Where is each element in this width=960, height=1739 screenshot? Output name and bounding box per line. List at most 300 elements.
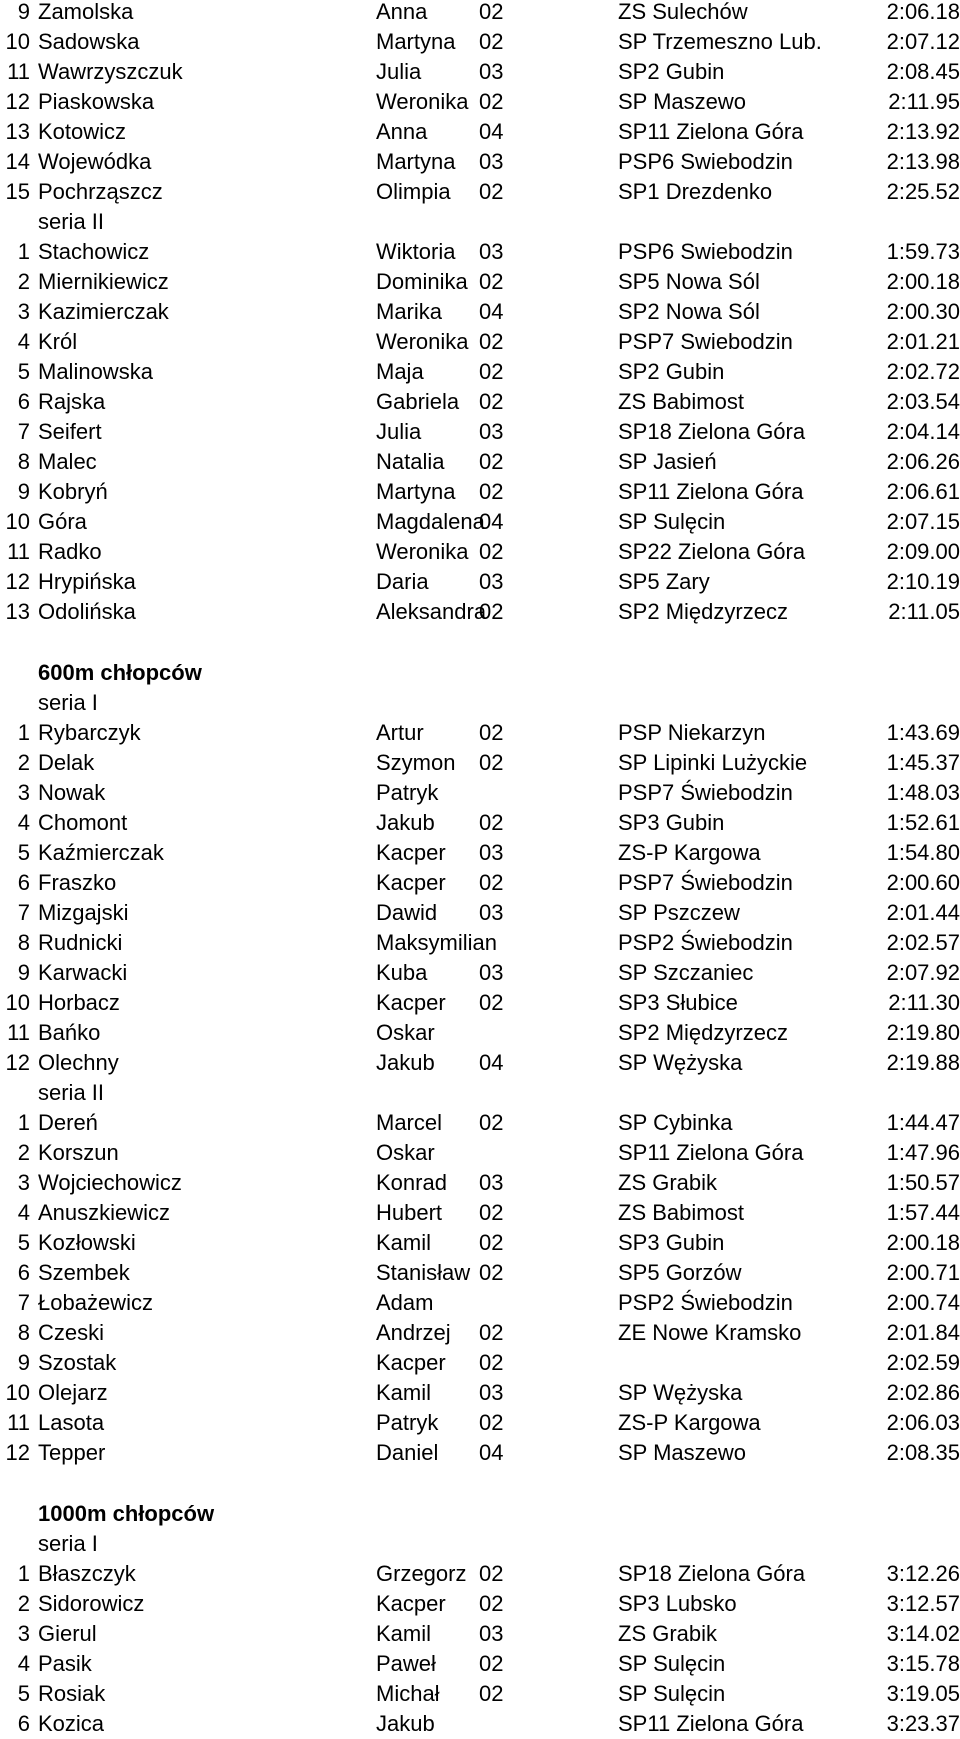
first-name: Kacper (376, 1350, 446, 1375)
result-row (0, 1589, 960, 1619)
birth-year: 02 (479, 990, 504, 1015)
school: ZS Grabik (618, 1621, 718, 1646)
birth-year: 04 (479, 1050, 504, 1075)
first-name: Andrzej (376, 1320, 451, 1345)
surname: Chomont (38, 810, 128, 835)
surname: Lasota (38, 1410, 105, 1435)
school: SP5 Gorzów (618, 1260, 742, 1285)
first-name: Jakub (376, 810, 435, 835)
result-row (0, 1138, 960, 1168)
first-name: Patryk (376, 1410, 439, 1435)
school: SP11 Zielona Góra (618, 119, 804, 144)
place: 9 (17, 479, 30, 504)
surname: Olejarz (38, 1380, 108, 1405)
school: SP Sulęcin (618, 1681, 726, 1706)
school: PSP2 Świebodzin (618, 1290, 793, 1315)
result-time: 3:12.57 (886, 1591, 960, 1616)
school: SP18 Zielona Góra (618, 419, 806, 444)
result-row (0, 147, 960, 177)
first-name: Oskar (376, 1140, 435, 1165)
birth-year: 02 (479, 810, 504, 835)
school: SP5 Nowa Sól (618, 269, 760, 294)
result-time: 2:13.98 (886, 149, 960, 174)
school: ZS-P Kargowa (618, 840, 761, 865)
series-label: seria I (38, 1531, 98, 1556)
birth-year: 03 (479, 1170, 504, 1195)
birth-year: 03 (479, 900, 504, 925)
school: SP3 Gubin (618, 810, 725, 835)
place: 1 (17, 1561, 30, 1586)
result-time: 1:59.73 (886, 239, 960, 264)
result-row (0, 898, 960, 928)
series-label: seria I (38, 690, 98, 715)
result-row (0, 1258, 960, 1288)
school: SP Sulęcin (618, 1651, 726, 1676)
surname: Tepper (38, 1440, 106, 1465)
school: ZS-P Kargowa (618, 1410, 761, 1435)
surname: Rajska (38, 389, 106, 414)
result-time: 2:00.30 (886, 299, 960, 324)
birth-year: 02 (479, 0, 504, 24)
birth-year: 02 (479, 89, 504, 114)
birth-year: 02 (479, 870, 504, 895)
place: 12 (5, 1440, 30, 1465)
first-name: Kacper (376, 990, 446, 1015)
place: 8 (17, 930, 30, 955)
series-label: seria II (38, 209, 105, 234)
school: SP3 Słubice (618, 990, 738, 1015)
surname: Bańko (38, 1020, 101, 1045)
result-row (0, 1559, 960, 1589)
result-row (0, 327, 960, 357)
first-name: Martyna (376, 29, 456, 54)
birth-year: 04 (479, 1440, 504, 1465)
result-time: 2:11.30 (888, 990, 960, 1015)
result-row (0, 1318, 960, 1348)
place: 5 (17, 840, 30, 865)
birth-year: 04 (479, 299, 504, 324)
result-time: 2:09.00 (886, 539, 960, 564)
surname: Pasik (38, 1651, 92, 1676)
surname: Kozłowski (38, 1230, 136, 1255)
result-row (0, 778, 960, 808)
birth-year: 03 (479, 569, 504, 594)
place: 4 (17, 1200, 30, 1225)
first-name: Aleksandra (376, 599, 487, 624)
first-name: Maja (376, 359, 424, 384)
first-name: Marika (376, 299, 443, 324)
result-time: 2:11.05 (888, 599, 960, 624)
place: 4 (17, 329, 30, 354)
surname: Karwacki (38, 960, 128, 985)
first-name: Hubert (376, 1200, 443, 1225)
place: 11 (7, 1020, 30, 1045)
result-time: 2:10.19 (886, 569, 960, 594)
first-name: Artur (376, 720, 424, 745)
result-time: 1:45.37 (886, 750, 960, 775)
surname: Zamolska (38, 0, 134, 24)
school: ZS Grabik (618, 1170, 718, 1195)
surname: Malinowska (38, 359, 153, 384)
place: 8 (17, 449, 30, 474)
place: 12 (5, 569, 30, 594)
first-name: Daniel (376, 1440, 439, 1465)
first-name: Szymon (376, 750, 456, 775)
result-row (0, 988, 960, 1018)
school: PSP7 Świebodzin (618, 870, 793, 895)
result-row (0, 928, 960, 958)
first-name: Olimpia (376, 179, 451, 204)
first-name: Konrad (376, 1170, 447, 1195)
first-name: Jakub (376, 1050, 435, 1075)
first-name: Kacper (376, 840, 446, 865)
first-name: Kamil (376, 1621, 432, 1646)
first-name: Dawid (376, 900, 438, 925)
result-row (0, 958, 960, 988)
result-row (0, 477, 960, 507)
school: SP22 Zielona Góra (618, 539, 806, 564)
surname: Dereń (38, 1110, 98, 1135)
place: 7 (17, 419, 30, 444)
place: 9 (17, 960, 30, 985)
school: SP Szczaniec (618, 960, 754, 985)
surname: Korszun (38, 1140, 119, 1165)
surname: Piaskowska (38, 89, 155, 114)
surname: Nowak (38, 780, 106, 805)
school: SP Lipinki Lużyckie (618, 750, 808, 775)
series-label: seria II (38, 1080, 105, 1105)
place: 12 (5, 89, 30, 114)
school: SP2 Gubin (618, 59, 725, 84)
birth-year: 03 (479, 1380, 504, 1405)
result-row (0, 838, 960, 868)
birth-year: 02 (479, 1410, 504, 1435)
birth-year: 02 (479, 389, 504, 414)
birth-year: 02 (479, 1591, 504, 1616)
surname: Rudnicki (38, 930, 123, 955)
result-row (0, 1408, 960, 1438)
place: 6 (17, 870, 30, 895)
place: 3 (17, 1621, 30, 1646)
place: 6 (17, 1260, 30, 1285)
birth-year: 02 (479, 1260, 504, 1285)
surname: Kaźmierczak (38, 840, 164, 865)
birth-year: 02 (479, 449, 504, 474)
result-row (0, 57, 960, 87)
result-time: 2:25.52 (886, 179, 960, 204)
result-time: 2:02.86 (886, 1380, 960, 1405)
school: PSP2 Świebodzin (618, 930, 793, 955)
first-name: Weronika (376, 329, 469, 354)
place: 13 (5, 119, 30, 144)
first-name: Maksymilian (376, 930, 498, 955)
place: 1 (17, 1110, 30, 1135)
place: 1 (17, 239, 30, 264)
birth-year: 03 (479, 239, 504, 264)
surname: Wojewódka (38, 149, 152, 174)
first-name: Daria (376, 569, 429, 594)
result-time: 2:03.54 (886, 389, 960, 414)
first-name: Michał (376, 1681, 440, 1706)
school: SP2 Międzyrzecz (618, 599, 788, 624)
surname: Malec (38, 449, 97, 474)
place: 11 (7, 539, 30, 564)
first-name: Kuba (376, 960, 428, 985)
surname: Anuszkiewicz (38, 1200, 171, 1225)
place: 5 (17, 1230, 30, 1255)
result-time: 2:02.72 (886, 359, 960, 384)
result-time: 2:07.92 (886, 960, 960, 985)
result-time: 2:04.14 (886, 419, 960, 444)
first-name: Dominika (376, 269, 468, 294)
result-time: 1:57.44 (886, 1200, 960, 1225)
place: 9 (17, 1350, 30, 1375)
result-time: 2:06.61 (886, 479, 960, 504)
school: SP11 Zielona Góra (618, 1140, 804, 1165)
result-time: 1:47.96 (886, 1140, 960, 1165)
result-row (0, 1048, 960, 1078)
birth-year: 02 (479, 1230, 504, 1255)
first-name: Paweł (376, 1651, 436, 1676)
first-name: Martyna (376, 479, 456, 504)
school: SP Jasień (618, 449, 717, 474)
result-time: 2:01.44 (886, 900, 960, 925)
first-name: Anna (376, 0, 428, 24)
place: 9 (17, 0, 30, 24)
surname: Wawrzyszczuk (38, 59, 183, 84)
school: ZS Sulechów (618, 0, 748, 24)
place: 2 (17, 750, 30, 775)
first-name: Kacper (376, 1591, 446, 1616)
first-name: Marcel (376, 1110, 443, 1135)
school: SP11 Zielona Góra (618, 1711, 804, 1736)
birth-year: 04 (479, 509, 504, 534)
place: 7 (17, 900, 30, 925)
birth-year: 03 (479, 149, 504, 174)
school: SP Sulęcin (618, 509, 726, 534)
school: PSP7 Świebodzin (618, 780, 793, 805)
birth-year: 03 (479, 1621, 504, 1646)
school: SP1 Drezdenko (618, 179, 773, 204)
surname: Sidorowicz (38, 1591, 145, 1616)
surname: Szembek (38, 1260, 130, 1285)
result-time: 2:08.45 (886, 59, 960, 84)
place: 3 (17, 299, 30, 324)
surname: Miernikiewicz (38, 269, 169, 294)
first-name: Weronika (376, 539, 469, 564)
result-row (0, 177, 960, 207)
result-time: 2:19.80 (886, 1020, 960, 1045)
school: SP2 Międzyrzecz (618, 1020, 788, 1045)
surname: Czeski (38, 1320, 105, 1345)
result-row (0, 507, 960, 537)
result-row (0, 417, 960, 447)
result-time: 1:54.80 (886, 840, 960, 865)
surname: Olechny (38, 1050, 119, 1075)
birth-year: 02 (479, 599, 504, 624)
result-row (0, 567, 960, 597)
result-time: 1:50.57 (886, 1170, 960, 1195)
surname: Horbacz (38, 990, 120, 1015)
result-row (0, 1619, 960, 1649)
surname: Kobryń (38, 479, 108, 504)
place: 10 (5, 1380, 30, 1405)
birth-year: 03 (479, 840, 504, 865)
school: SP Cybinka (618, 1110, 733, 1135)
first-name: Julia (376, 419, 422, 444)
birth-year: 02 (479, 179, 504, 204)
result-time: 2:01.21 (886, 329, 960, 354)
school: ZS Babimost (618, 1200, 744, 1225)
surname: Sadowska (38, 29, 140, 54)
first-name: Kamil (376, 1380, 432, 1405)
school: ZE Nowe Kramsko (618, 1320, 802, 1345)
surname: Fraszko (38, 870, 117, 895)
surname: Delak (38, 750, 95, 775)
result-time: 1:52.61 (886, 810, 960, 835)
place: 1 (17, 720, 30, 745)
result-row (0, 447, 960, 477)
result-time: 3:15.78 (886, 1651, 960, 1676)
school: SP Maszewo (618, 89, 746, 114)
birth-year: 02 (479, 1651, 504, 1676)
place: 2 (17, 1140, 30, 1165)
place: 2 (17, 269, 30, 294)
result-row (0, 267, 960, 297)
result-time: 2:00.18 (886, 269, 960, 294)
first-name: Kamil (376, 1230, 432, 1255)
result-time: 3:19.05 (886, 1681, 960, 1706)
result-time: 2:06.26 (886, 449, 960, 474)
birth-year: 02 (479, 1681, 504, 1706)
result-time: 2:07.15 (886, 509, 960, 534)
surname: Kazimierczak (38, 299, 169, 324)
surname: Pochrząszcz (38, 179, 163, 204)
first-name: Weronika (376, 89, 469, 114)
surname: Kotowicz (38, 119, 127, 144)
school: SP2 Gubin (618, 359, 725, 384)
result-row (0, 27, 960, 57)
birth-year: 02 (479, 750, 504, 775)
result-row (0, 87, 960, 117)
result-time: 3:12.26 (886, 1561, 960, 1586)
school: SP Trzemeszno Lub. (618, 29, 822, 54)
place: 4 (17, 1651, 30, 1676)
birth-year: 02 (479, 29, 504, 54)
school: SP2 Nowa Sól (618, 299, 760, 324)
result-time: 3:14.02 (886, 1621, 960, 1646)
result-row (0, 357, 960, 387)
result-time: 2:13.92 (886, 119, 960, 144)
result-row (0, 748, 960, 778)
result-row (0, 718, 960, 748)
place: 3 (17, 780, 30, 805)
first-name: Adam (376, 1290, 434, 1315)
school: SP5 Zary (618, 569, 710, 594)
section-heading: 1000m chłopców (38, 1501, 215, 1526)
first-name: Grzegorz (376, 1561, 467, 1586)
place: 10 (5, 509, 30, 534)
result-row (0, 1438, 960, 1468)
school: ZS Babimost (618, 389, 744, 414)
school: SP Pszczew (618, 900, 740, 925)
result-time: 2:00.71 (886, 1260, 960, 1285)
first-name: Wiktoria (376, 239, 456, 264)
result-time: 2:02.59 (886, 1350, 960, 1375)
birth-year: 03 (479, 59, 504, 84)
birth-year: 02 (479, 1561, 504, 1586)
birth-year: 03 (479, 960, 504, 985)
result-row (0, 1288, 960, 1318)
school: PSP6 Swiebodzin (618, 239, 793, 264)
place: 5 (17, 1681, 30, 1706)
birth-year: 02 (479, 720, 504, 745)
first-name: Jakub (376, 1711, 435, 1736)
birth-year: 02 (479, 1320, 504, 1345)
place: 6 (17, 389, 30, 414)
school: SP Wężyska (618, 1380, 743, 1405)
place: 2 (17, 1591, 30, 1616)
surname: Góra (38, 509, 87, 534)
result-row (0, 1108, 960, 1138)
result-time: 2:02.57 (886, 930, 960, 955)
result-time: 2:07.12 (886, 29, 960, 54)
surname: Rosiak (38, 1681, 106, 1706)
first-name: Julia (376, 59, 422, 84)
surname: Rybarczyk (38, 720, 141, 745)
place: 3 (17, 1170, 30, 1195)
surname: Mizgajski (38, 900, 129, 925)
place: 4 (17, 810, 30, 835)
place: 15 (5, 179, 30, 204)
result-row (0, 1198, 960, 1228)
first-name: Natalia (376, 449, 445, 474)
first-name: Kacper (376, 870, 446, 895)
result-time: 2:00.18 (886, 1230, 960, 1255)
birth-year: 02 (479, 329, 504, 354)
surname: Król (38, 329, 78, 354)
place: 7 (17, 1290, 30, 1315)
place: 11 (7, 59, 30, 84)
school: PSP6 Swiebodzin (618, 149, 793, 174)
result-time: 2:00.74 (886, 1290, 960, 1315)
place: 6 (17, 1711, 30, 1736)
birth-year: 02 (479, 1110, 504, 1135)
section-heading: 600m chłopców (38, 660, 202, 685)
school: SP Wężyska (618, 1050, 743, 1075)
result-row (0, 117, 960, 147)
birth-year: 02 (479, 1200, 504, 1225)
place: 12 (5, 1050, 30, 1075)
result-row (0, 808, 960, 838)
result-row (0, 297, 960, 327)
surname: Seifert (38, 419, 102, 444)
surname: Błaszczyk (38, 1561, 136, 1586)
result-time: 1:48.03 (886, 780, 960, 805)
result-row (0, 868, 960, 898)
school: PSP7 Swiebodzin (618, 329, 793, 354)
surname: Gierul (38, 1621, 97, 1646)
result-time: 2:06.03 (886, 1410, 960, 1435)
result-time: 1:43.69 (886, 720, 960, 745)
result-row (0, 1228, 960, 1258)
birth-year: 02 (479, 269, 504, 294)
first-name: Oskar (376, 1020, 435, 1045)
first-name: Patryk (376, 780, 439, 805)
result-time: 2:11.95 (888, 89, 960, 114)
school: SP3 Gubin (618, 1230, 725, 1255)
surname: Łobażewicz (38, 1290, 153, 1315)
